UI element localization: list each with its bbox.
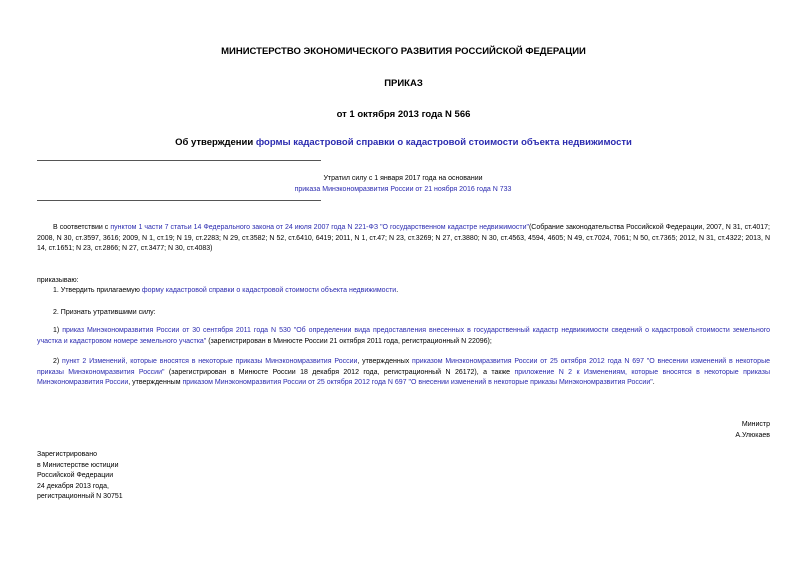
- order-697-link-2[interactable]: приказом Минэкономразвития России от 25 октября 2012 года N 697 "О внесении изменений в некоторые приказы Минэкономразвития России": [182, 379, 653, 386]
- sub1-text: (зарегистрирован в Минюсте России 21 октября 2011 года, регистрационный N 22096);: [206, 337, 492, 345]
- subitem-2: [37, 357, 770, 389]
- sub2-text-1: , утвержденных: [357, 358, 413, 365]
- status-link[interactable]: приказа Минэкономразвития России от 21 ноября 2016 года N 733: [294, 185, 512, 193]
- subitem-1: [37, 326, 770, 347]
- preamble-paragraph: [37, 223, 770, 255]
- order-530-link[interactable]: приказ Минэкономразвития России от 30 сентября 2011 года N 530 "Об определении вида предоставления внесенных в государственный кадастр недвижимости сведений о кадастровой стоимости земельного участка и кадастровом номере земельного участка": [37, 327, 771, 345]
- registration-block: [37, 450, 123, 503]
- order-697-link[interactable]: приказом Минэкономразвития России от 25 октября 2012 года N 697 "О внесении изменений в некоторые приказы Минэкономразвития России": [37, 358, 770, 376]
- doc-type-heading: ПРИКАЗ: [384, 78, 423, 89]
- appendix-2-link[interactable]: приложение N 2 к Изменениям, которые вносятся в некоторые приказы Минэкономразвития России: [37, 368, 770, 386]
- sub1-number: 1): [53, 327, 63, 334]
- sub2-end: .: [652, 379, 655, 386]
- status-line: Утратил силу с 1 января 2017 года на основании: [323, 175, 483, 182]
- date-number-heading: от 1 октября 2013 года N 566: [336, 109, 471, 120]
- registration-line: Российской Федерации: [37, 472, 114, 479]
- signature-position: Министр: [741, 421, 770, 428]
- item1-end: .: [396, 287, 399, 294]
- registration-line: регистрационный N 30751: [37, 493, 123, 500]
- form-link[interactable]: форму кадастровой справки о кадастровой стоимости объекта недвижимости: [141, 287, 397, 294]
- sub2-text-3: , утвержденным: [128, 379, 183, 386]
- changes-point2-link[interactable]: пункт 2 Изменений, которые вносятся в некоторые приказы Минэкономразвития России: [62, 358, 358, 365]
- prikazyvayu-label: приказываю:: [37, 277, 79, 284]
- registration-line: 24 декабря 2013 года,: [37, 482, 109, 490]
- order-item-1: [53, 286, 398, 297]
- signature-name: А.Улюкаев: [735, 431, 770, 439]
- document-title: [0, 137, 807, 148]
- preamble-text: В соответствии с: [53, 224, 111, 231]
- registration-line: в Министерстве юстиции: [37, 461, 119, 469]
- item1-text: 1. Утвердить прилагаемую: [53, 287, 142, 294]
- divider-bottom: [37, 200, 321, 201]
- ministry-heading: МИНИСТЕРСТВО ЭКОНОМИЧЕСКОГО РАЗВИТИЯ РОССИЙСКОЙ ФЕДЕРАЦИИ: [221, 46, 586, 57]
- law-link[interactable]: пунктом 1 части 7 статьи 14 Федерального закона от 24 июля 2007 года N 221-ФЗ "О государственном кадастре недвижимости": [110, 224, 529, 231]
- sub2-text-2: (зарегистрирован в Минюсте России 18 декабря 2012 года, регистрационный N 26172), а также: [164, 368, 515, 376]
- signature-block: [735, 420, 770, 441]
- order-item-2: 2. Признать утратившими силу:: [53, 309, 156, 316]
- divider-top: [37, 160, 321, 161]
- sub2-number: 2): [53, 358, 63, 365]
- preamble-citation: (Собрание законодательства Российской Федерации, 2007, N 31, ст.4017; 2008, N 30, ст.3597, 3616; 2009, N 1, ст.19; N 19, ст.2283; N 29, ст.3582; N 52, ст.6410, 6419; 2011, N 1, ст.47; N 23, ст.3269; N 27, ст.3880; N 30, ст.4563, 4594, 4605; N 49, ст.7024, 7061; N 50, ст.7365; 2012, N 31, ст.4322; 2013, N 14, ст.1651; N 23, ст.2866; N 27, ст.3477; N 30, ст.4083): [37, 224, 771, 252]
- registration-line: Зарегистрировано: [37, 451, 97, 458]
- status-note: [250, 174, 556, 195]
- title-link[interactable]: формы кадастровой справки о кадастровой стоимости объекта недвижимости: [255, 137, 632, 148]
- title-prefix: Об утверждении: [175, 137, 256, 148]
